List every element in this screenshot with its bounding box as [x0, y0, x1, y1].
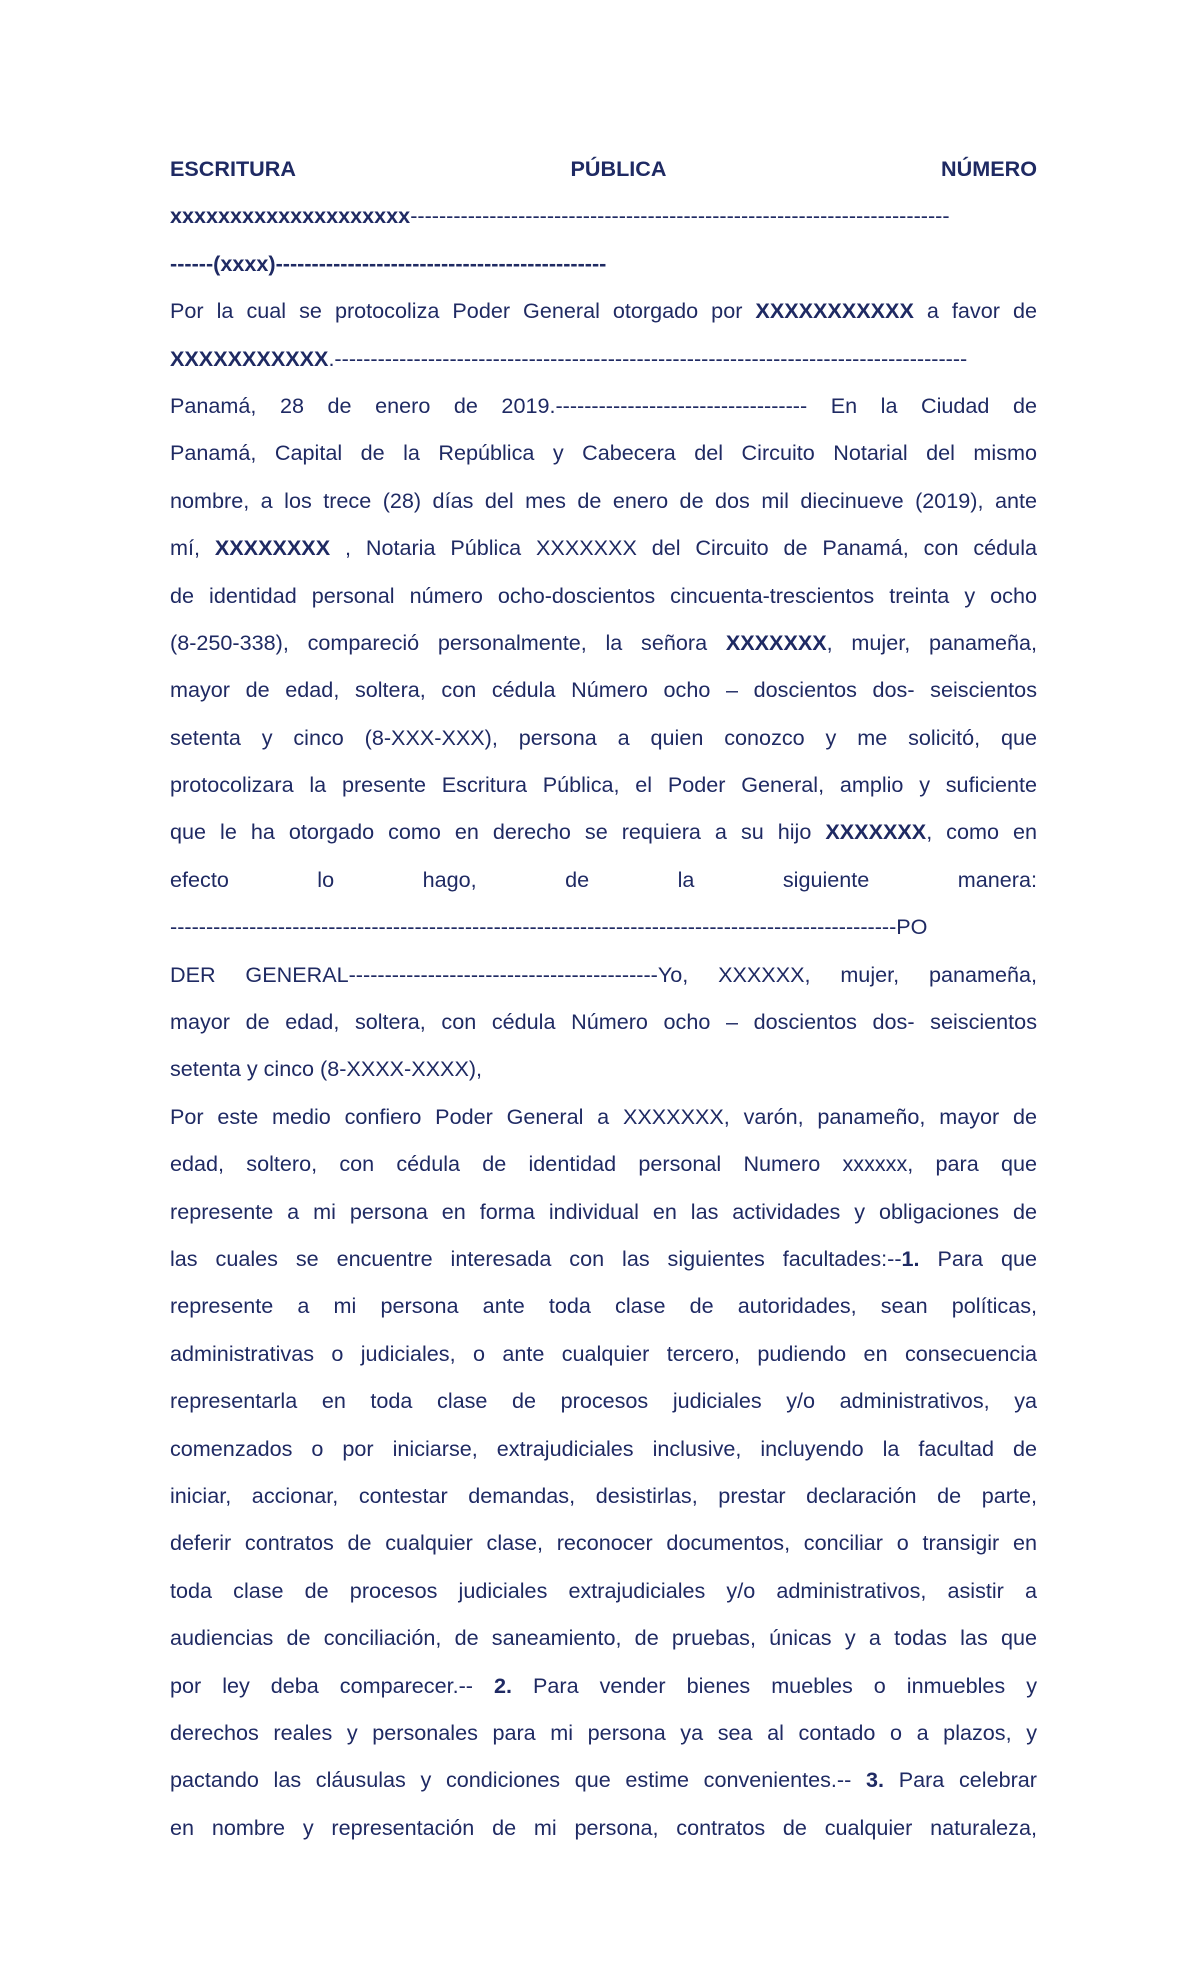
grantor-name: XXXXXXXXXXX — [755, 298, 914, 324]
body-line: protocolizara la presente Escritura Pública, el Poder General, amplio y suficiente — [170, 772, 1037, 798]
body-line — [170, 1756, 1037, 1803]
body-line — [170, 524, 1037, 571]
body-line: toda clase de procesos judiciales extrajudiciales y/o administrativos, asistir a — [170, 1577, 1037, 1603]
clause-number-2: 2. — [493, 1672, 512, 1698]
body-line: deferir contratos de cualquier clase, reconocer documentos, conciliar o transigir en — [170, 1530, 1037, 1556]
body-line: de identidad personal número ocho-doscientos cincuenta-trescientos treinta y ocho — [170, 582, 1037, 608]
text-segment: mí, — [170, 535, 215, 561]
body-line: audiencias de conciliación, de saneamiento, de pruebas, únicas y a todas las que — [170, 1625, 1037, 1651]
body-line: Panamá, 28 de enero de 2019.----------------------------------- En la Ciudad de — [170, 392, 1037, 418]
text-segment: , Notaria Pública XXXXXXX del Circuito de Panamá, con cédula — [330, 535, 1037, 561]
body-line: represente a mi persona ante toda clase de autoridades, sean políticas, — [170, 1293, 1037, 1319]
body-line: nombre, a los trece (28) días del mes de enero de dos mil diecinueve (2019), ante — [170, 487, 1037, 513]
body-line — [170, 619, 1037, 666]
grantee-name: XXXXXXXXXXX — [170, 345, 329, 371]
body-line: setenta y cinco (8-XXXX-XXXX), — [170, 1056, 483, 1082]
body-line: mayor de edad, soltera, con cédula Número ocho – doscientos dos- seiscientos — [170, 677, 1037, 703]
heading-number-words-line — [170, 240, 1037, 287]
body-line: Por este medio confiero Poder General a XXXXXXX, varón, panameño, mayor de — [170, 1103, 1037, 1129]
body-line: representarla en toda clase de procesos judiciales y/o administrativos, ya — [170, 1388, 1037, 1414]
dash-filler: ---------------------------------------------- — [275, 250, 607, 276]
body-line — [170, 808, 1037, 855]
text-segment: Para que — [919, 1245, 1037, 1271]
appearing-party-name: XXXXXXX — [725, 629, 827, 655]
text-segment: que le ha otorgado como en derecho se requiera a su hijo — [170, 819, 826, 845]
text-segment: pactando las cláusulas y condiciones que estime convenientes.-- — [170, 1767, 866, 1793]
text-segment: Para vender bienes muebles o inmuebles y — [512, 1672, 1037, 1698]
text-segment: , mujer, panameña, — [826, 629, 1037, 655]
protocol-line-1 — [170, 287, 1037, 334]
text-segment: las cuales se encuentre interesada con las siguientes facultades:-- — [170, 1245, 902, 1271]
body-line: Panamá, Capital de la República y Cabecera del Circuito Notarial del mismo — [170, 440, 1037, 466]
text-segment: Por la cual se protocoliza Poder General otorgado por — [170, 298, 756, 324]
heading-word-escritura: ESCRITURA — [170, 156, 296, 181]
heading-word-publica: PÚBLICA — [570, 156, 666, 181]
notary-name: XXXXXXXX — [214, 535, 331, 561]
document-body — [170, 145, 1037, 1851]
document-heading — [170, 145, 1037, 192]
body-line: mayor de edad, soltera, con cédula Número ocho – doscientos dos- seiscientos — [170, 1009, 1037, 1035]
body-line: derechos reales y personales para mi persona ya sea al contado o a plazos, y — [170, 1719, 1037, 1745]
text-segment: a favor de — [913, 298, 1037, 324]
body-line — [170, 1235, 1037, 1282]
body-line: represente a mi persona en forma individual en las actividades y obligaciones de — [170, 1198, 1037, 1224]
body-line: iniciar, accionar, contestar demandas, desistirlas, prestar declaración de parte, — [170, 1482, 1037, 1508]
dash-filler: ------ — [170, 250, 214, 276]
body-line: DER GENERAL-------------------------------------------Yo, XXXXXX, mujer, panameña, — [170, 961, 1037, 987]
deed-number-placeholder: xxxxxxxxxxxxxxxxxxxx — [170, 203, 411, 229]
heading-number-line — [170, 192, 1037, 239]
clause-number-3: 3. — [866, 1767, 885, 1793]
deed-number-words: (xxxx) — [213, 250, 276, 276]
body-line: administrativas o judiciales, o ante cualquier tercero, pudiendo en consecuencia — [170, 1340, 1037, 1366]
body-line: edad, soltero, con cédula de identidad personal Numero xxxxxx, para que — [170, 1151, 1037, 1177]
dash-filler: --------------------------------------------------------------------------- — [410, 203, 950, 229]
text-segment: por ley deba comparecer.-- — [170, 1672, 494, 1698]
protocol-line-2 — [170, 335, 1037, 382]
body-line — [170, 1662, 1037, 1709]
dash-separator-line: -----------------------------------------------------------------------------------------------------PO — [170, 914, 928, 940]
body-line: efecto lo hago, de la siguiente manera: — [170, 866, 1037, 892]
dash-filler: .---------------------------------------------------------------------------------------- — [328, 345, 968, 371]
body-line: setenta y cinco (8-XXX-XXX), persona a quien conozco y me solicitó, que — [170, 724, 1037, 750]
text-segment: Para celebrar — [884, 1767, 1037, 1793]
son-name: XXXXXXX — [825, 819, 927, 845]
body-line: en nombre y representación de mi persona, contratos de cualquier naturaleza, — [170, 1814, 1037, 1840]
clause-number-1: 1. — [901, 1245, 920, 1271]
text-segment: (8-250-338), compareció personalmente, la señora — [170, 629, 726, 655]
text-segment: , como en — [926, 819, 1037, 845]
heading-word-numero: NÚMERO — [941, 156, 1037, 181]
body-line: comenzados o por iniciarse, extrajudiciales inclusive, incluyendo la facultad de — [170, 1435, 1037, 1461]
